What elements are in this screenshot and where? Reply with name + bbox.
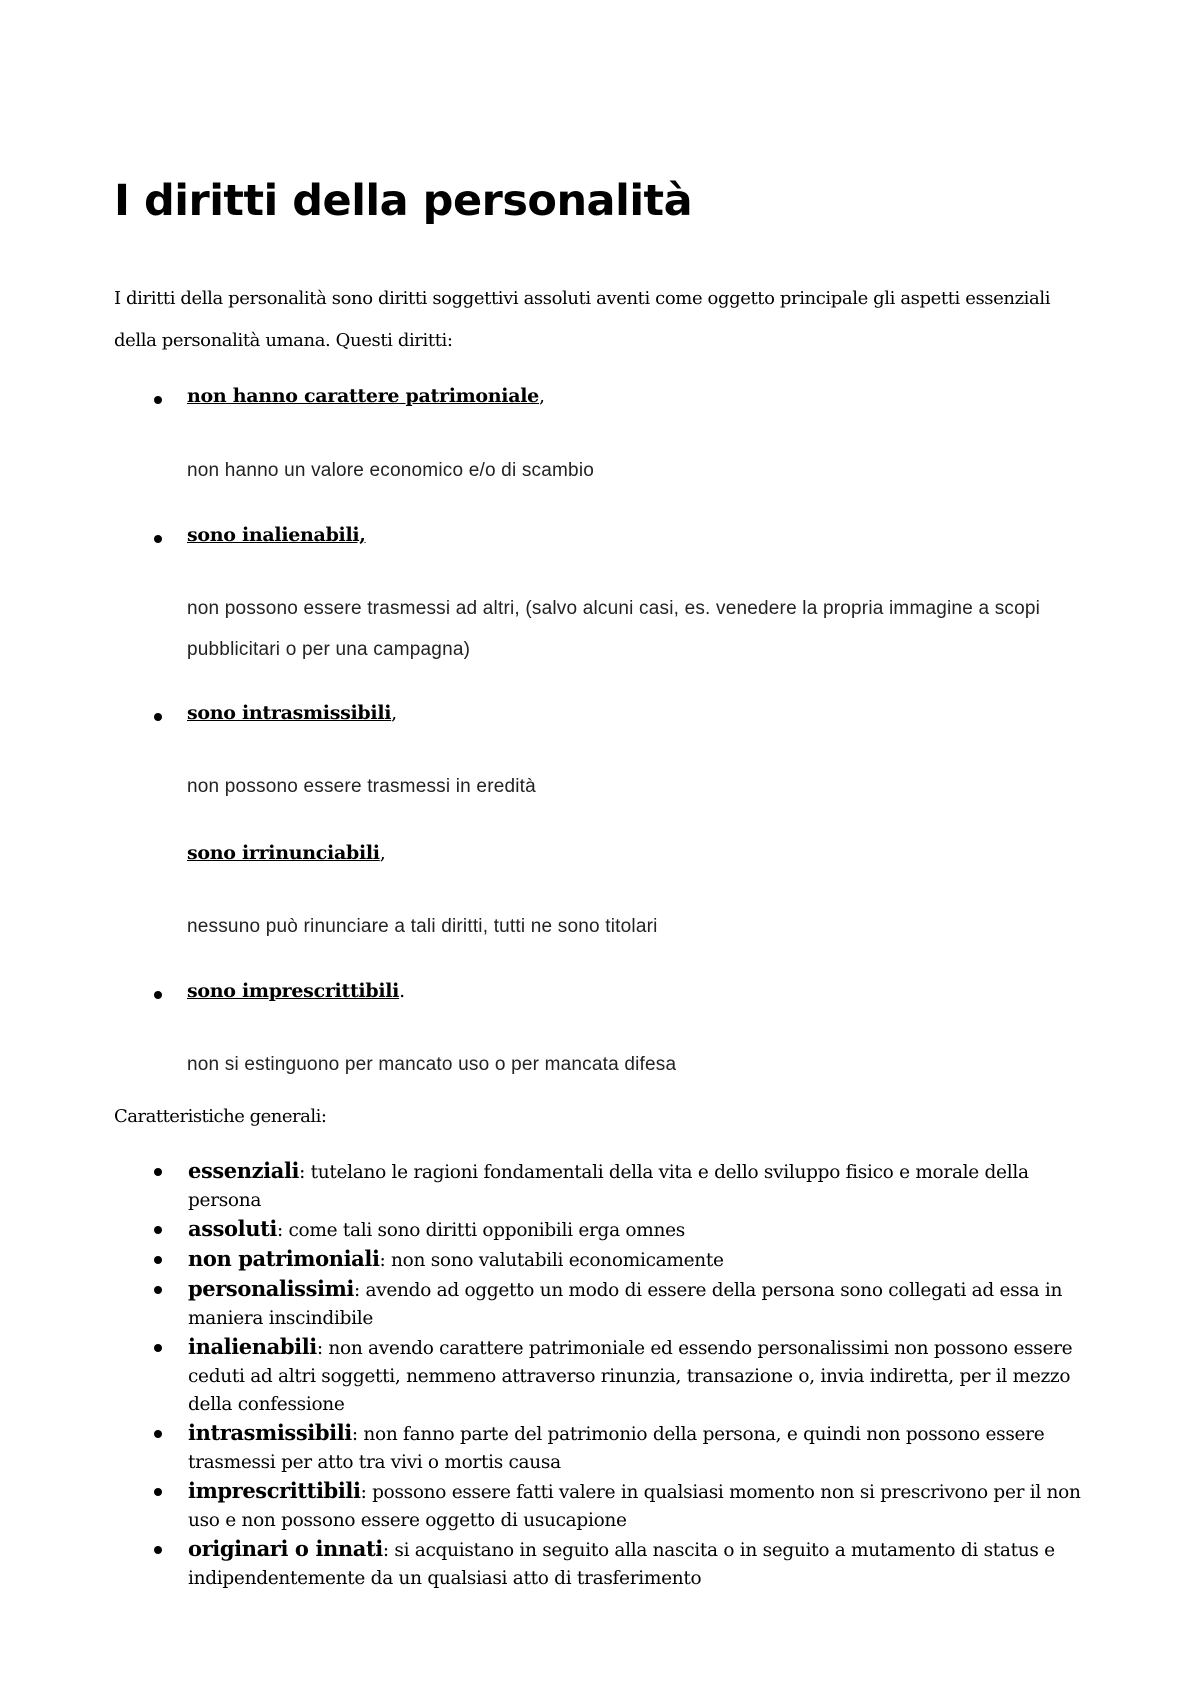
characteristic-term: originari o innati (188, 1536, 383, 1561)
characteristic-text: : non sono valutabili economicamente (379, 1250, 724, 1271)
characteristic-text: : possono essere fatti valere in qualsiasi momento non si prescrivono per il non uso e non possono essere oggetto di usucapione (188, 1482, 1081, 1531)
list-item (114, 1275, 1104, 1333)
list-item (114, 1477, 1104, 1535)
property-punct: . (399, 980, 406, 1002)
list-item (114, 1333, 1104, 1419)
property-heading (187, 842, 386, 864)
property-description: nessuno può rinunciare a tali diritti, tutti ne sono titolari (187, 916, 658, 937)
characteristic-term: imprescrittibili (188, 1478, 361, 1503)
bullet-icon (154, 991, 162, 999)
page-title: I diritti della personalità (114, 176, 693, 226)
list-item (114, 1157, 1104, 1215)
characteristic-term: assoluti (188, 1216, 277, 1241)
characteristic-text: : come tali sono diritti opponibili erga omnes (276, 1220, 685, 1241)
characteristics-list (114, 1157, 1104, 1593)
list-item (114, 1245, 1104, 1275)
property-label: sono inalienabili, (187, 524, 366, 546)
property-punct: , (391, 702, 398, 724)
characteristic-text: : avendo ad oggetto un modo di essere della persona sono collegati ad essa in maniera inscindibile (188, 1280, 1063, 1329)
section-label-general: Caratteristiche generali: (114, 1106, 327, 1127)
property-label: non hanno carattere patrimoniale (187, 385, 539, 407)
characteristic-text: : tutelano le ragioni fondamentali della vita e dello sviluppo fisico e morale della persona (188, 1162, 1029, 1211)
characteristic-term: non patrimoniali (188, 1246, 380, 1271)
property-heading (187, 980, 405, 1002)
characteristic-term: inalienabili (188, 1334, 317, 1359)
intro-paragraph: I diritti della personalità sono diritti soggettivi assoluti aventi come oggetto principale gli aspetti essenziali della personalità umana. Questi diritti: (114, 288, 1051, 351)
property-label: sono intrasmissibili (187, 702, 392, 724)
list-item (114, 1535, 1104, 1593)
property-label: sono irrinunciabili (187, 842, 380, 864)
bullet-icon (154, 535, 162, 543)
characteristic-text: : si acquistano in seguito alla nascita o in seguito a mutamento di status e indipendentemente da un qualsiasi atto di trasferimento (188, 1540, 1055, 1589)
characteristic-term: essenziali (188, 1158, 300, 1183)
characteristic-term: intrasmissibili (188, 1420, 352, 1445)
property-description: non possono essere trasmessi in eredità (187, 776, 536, 797)
property-description: non hanno un valore economico e/o di scambio (187, 460, 595, 481)
property-description: non si estinguono per mancato uso o per mancata difesa (187, 1054, 677, 1075)
characteristic-text: : non fanno parte del patrimonio della persona, e quindi non possono essere trasmessi per atto tra vivi o mortis causa (188, 1424, 1045, 1473)
property-heading (187, 385, 545, 407)
property-punct: , (538, 385, 545, 407)
property-heading (187, 524, 366, 546)
bullet-icon (154, 713, 162, 721)
list-item (114, 1419, 1104, 1477)
property-heading (187, 702, 397, 724)
characteristic-term: personalissimi (188, 1276, 354, 1301)
characteristic-text: : non avendo carattere patrimoniale ed essendo personalissimi non possono essere ceduti ad altri soggetti, nemmeno attraverso rinunzia, transazione o, invia indiretta, per il mezzo della confessione (188, 1338, 1073, 1415)
property-description: non possono essere trasmessi ad altri, (salvo alcuni casi, es. venedere la propria immagine a scopi pubblicitari o per una campagna) (187, 598, 1041, 660)
list-item (114, 1215, 1104, 1245)
bullet-icon (154, 396, 162, 404)
property-punct: , (379, 842, 386, 864)
property-label: sono imprescrittibili (187, 980, 400, 1002)
